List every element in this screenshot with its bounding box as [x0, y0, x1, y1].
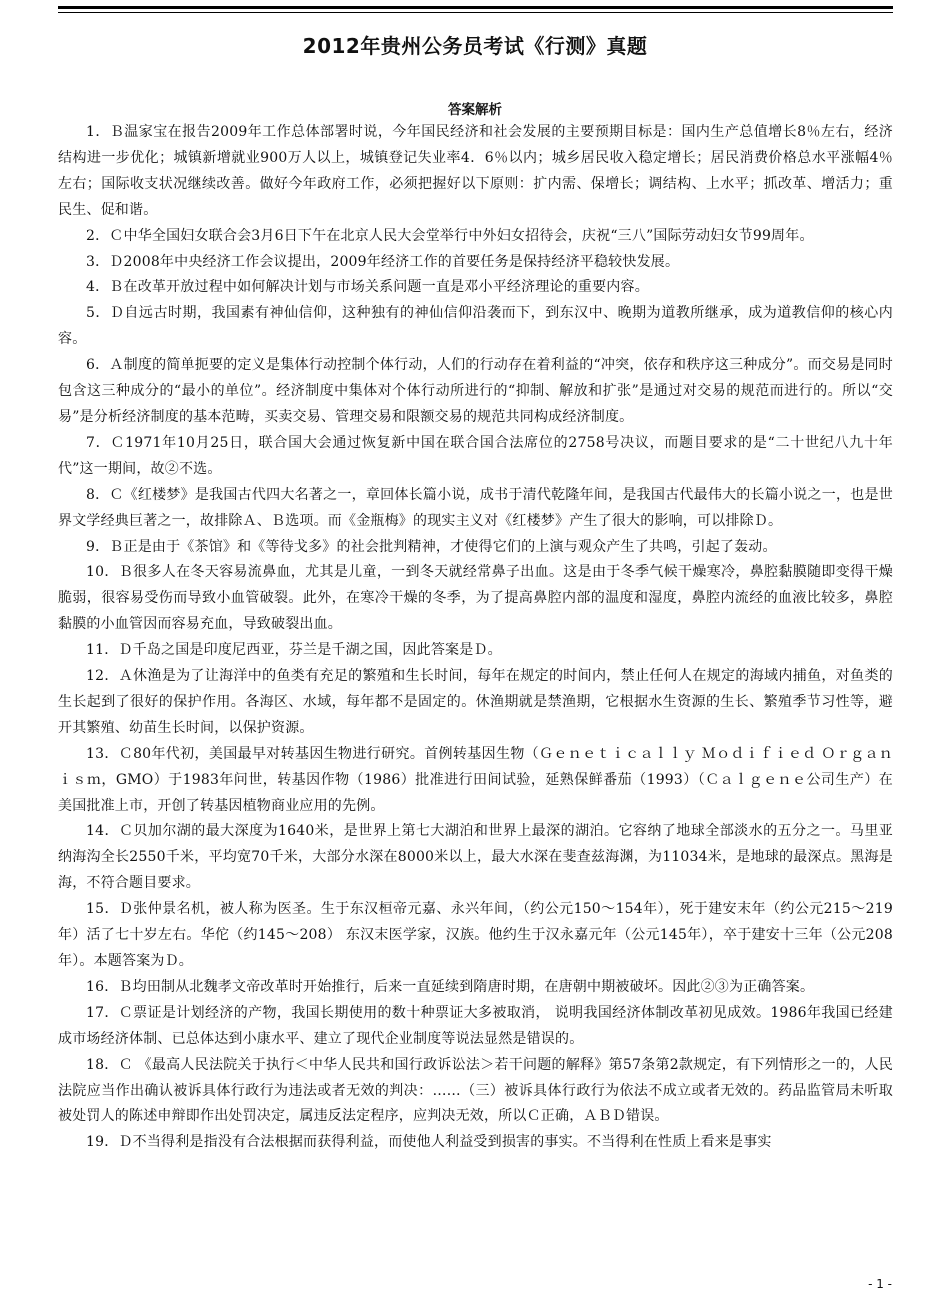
- answer-paragraph-14: 14．Ｃ贝加尔湖的最大深度为1640米，是世界上第七大湖泊和世界上最深的湖泊。它容纳了地球全部淡水的五分之一。马里亚纳海沟全长2550千米，平均宽70千米，大部分水深在8000米以上，最大水深在斐查兹海渊，为11034米，是地球的最深点。黑海是海，不符合题目要求。: [58, 823, 893, 892]
- answer-list: [58, 120, 893, 1156]
- answer-paragraph-5: 5．Ｄ自远古时期，我国素有神仙信仰，这种独有的神仙信仰沿袭而下，到东汉中、晚期为道教所继承，成为道教信仰的核心内容。: [58, 305, 893, 348]
- header-rule-thick: [58, 6, 893, 9]
- answer-paragraph-18: 18．Ｃ 《最高人民法院关于执行＜中华人民共和国行政诉讼法＞若干问题的解释》第57条第2款规定，有下列情形之一的，人民法院应当作出确认被诉具体行政行为违法或者无效的判决：……（三）被诉具体行政行为依法不成立或者无效的。药品监管局未听取被处罚人的陈述申辩即作出处罚决定，属违反法定程序，应判决无效，所以Ｃ正确，ＡＢＤ错误。: [58, 1056, 893, 1125]
- answer-paragraph-13: 13．Ｃ80年代初，美国最早对转基因生物进行研究。首例转基因生物（Ｇｅｎｅｔｉｃａｌｌｙ Ｍｏｄｉｆｉｅｄ Ｏｒｇａｎｉｓｍ，GMO）于1983年问世，转基因作物（1986）批准进行田间试验，延熟保鲜番茄（1993）（Ｃａｌｇｅｎｅ公司生产）在美国批准上市，开创了转基因植物商业应用的先例。: [58, 745, 893, 814]
- section-subtitle: 答案解析: [448, 102, 502, 118]
- page-number: - 1 -: [868, 1277, 892, 1291]
- answer-paragraph-3: 3．Ｄ2008年中央经济工作会议提出，2009年经济工作的首要任务是保持经济平稳较快发展。: [86, 253, 680, 270]
- answer-paragraph-10: 10．Ｂ很多人在冬天容易流鼻血，尤其是儿童，一到冬天就经常鼻子出血。这是由于冬季气候干燥寒冷，鼻腔黏膜随即变得干燥脆弱，很容易受伤而导致小血管破裂。此外，在寒冷干燥的冬季，为了提高鼻腔内部的温度和湿度，鼻腔内流经的血液比较多，鼻腔黏膜的小血管因而容易充血，导致破裂出血。: [58, 564, 893, 633]
- answer-paragraph-15: 15．Ｄ张仲景名机，被人称为医圣。生于东汉桓帝元嘉、永兴年间，（约公元150～154年），死于建安末年（约公元215～219年）活了七十岁左右。华佗（约145～208） 东汉末医学家，汉族。他约生于汉永嘉元年（公元145年），卒于建安十三年（公元208年）。本题答案为Ｄ。: [58, 901, 893, 969]
- answer-paragraph-4: 4．Ｂ在改革开放过程中如何解决计划与市场关系问题一直是邓小平经济理论的重要内容。: [86, 279, 649, 296]
- answer-paragraph-11: 11．Ｄ千岛之国是印度尼西亚，芬兰是千湖之国，因此答案是Ｄ。: [86, 642, 502, 659]
- answer-paragraph-17: 17．Ｃ票证是计划经济的产物，我国长期使用的数十种票证大多被取消， 说明我国经济体制改革初见成效。1986年我国已经建成市场经济体制、已总体达到小康水平、建立了现代企业制度等说法显然是错误的。: [58, 1004, 893, 1047]
- header-rule-thin: [58, 12, 893, 13]
- answer-paragraph-19: 19．Ｄ不当得利是指没有合法根据而获得利益，而使他人利益受到损害的事实。不当得利在性质上看来是事实: [86, 1134, 772, 1151]
- document-title: 2012年贵州公务员考试《行测》真题: [302, 34, 648, 58]
- answer-paragraph-9: 9．Ｂ正是由于《茶馆》和《等待戈多》的社会批判精神，才使得它们的上演与观众产生了共鸣，引起了轰动。: [86, 538, 777, 555]
- answer-paragraph-12: 12．Ａ休渔是为了让海洋中的鱼类有充足的繁殖和生长时间，每年在规定的时间内，禁止任何人在规定的海域内捕鱼，对鱼类的生长起到了很好的保护作用。各海区、水域，每年都不是固定的。休渔期就是禁渔期，它根据水生资源的生长、繁殖季节习性等，避开其繁殖、幼苗生长时间，以保护资源。: [58, 668, 893, 736]
- answer-paragraph-8: 8．Ｃ《红楼梦》是我国古代四大名著之一，章回体长篇小说，成书于清代乾隆年间，是我国古代最伟大的长篇小说之一，也是世界文学经典巨著之一，故排除Ａ、Ｂ选项。而《金瓶梅》的现实主义对《红楼梦》产生了很大的影响，可以排除Ｄ。: [58, 486, 893, 529]
- answer-paragraph-7: 7．Ｃ1971年10月25日，联合国大会通过恢复新中国在联合国合法席位的2758号决议，而题目要求的是“二十世纪八九十年代”这一期间，故②不选。: [58, 434, 893, 477]
- answer-paragraph-16: 16．Ｂ均田制从北魏孝文帝改革时开始推行，后来一直延续到隋唐时期，在唐朝中期被破坏。因此②③为正确答案。: [86, 978, 815, 995]
- answer-paragraph-6: 6．Ａ制度的简单扼要的定义是集体行动控制个体行动，人们的行动存在着利益的“冲突，依存和秩序这三种成分”。而交易是同时包含这三种成分的“最小的单位”。经济制度中集体对个体行动所进行的“抑制、解放和扩张”是通过对交易的规范而进行的。所以“交易”是分析经济制度的基本范畴，买卖交易、管理交易和限额交易的规范共同构成经济制度。: [58, 357, 893, 425]
- answer-paragraph-1: 1．Ｂ温家宝在报告2009年工作总体部署时说，今年国民经济和社会发展的主要预期目标是：国内生产总值增长8％左右，经济结构进一步优化；城镇新增就业900万人以上，城镇登记失业率4．6％以内；城乡居民收入稳定增长；居民消费价格总水平涨幅4％左右；国际收支状况继续改善。做好今年政府工作，必须把握好以下原则：扩内需、保增长；调结构、上水平；抓改革、增活力；重民生、促和谐。: [58, 124, 893, 218]
- answer-paragraph-2: 2．Ｃ中华全国妇女联合会3月6日下午在北京人民大会堂举行中外妇女招待会，庆祝“三八”国际劳动妇女节99周年。: [86, 227, 814, 244]
